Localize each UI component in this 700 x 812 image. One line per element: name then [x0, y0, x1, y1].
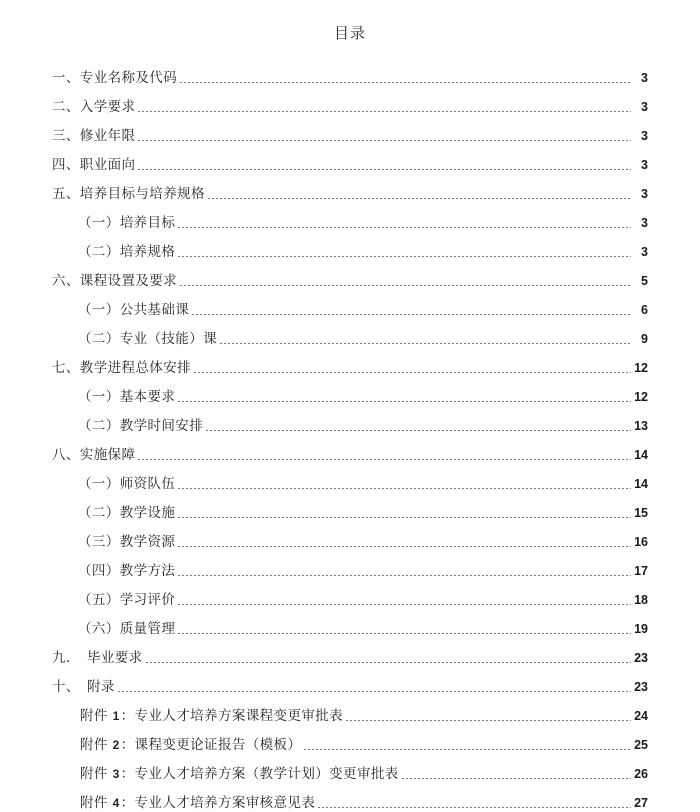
toc-entry[interactable] — [0, 638, 700, 667]
toc-entry[interactable] — [0, 290, 700, 319]
toc-page-number: 14 — [634, 448, 648, 462]
toc-entry-label: 三、修业年限 — [52, 128, 136, 143]
toc-entry[interactable] — [0, 783, 700, 812]
toc-page-number: 23 — [634, 680, 648, 694]
dot-leader — [178, 562, 631, 580]
toc-entry[interactable] — [0, 493, 700, 522]
dot-leader — [208, 185, 631, 203]
toc-page-number: 12 — [634, 361, 648, 375]
toc-entry-label: 六、课程设置及要求 — [52, 273, 178, 288]
toc-entry[interactable] — [0, 667, 700, 696]
toc-entry-label: （一）师资队伍 — [78, 476, 176, 491]
dot-leader — [138, 127, 631, 145]
toc-entry[interactable] — [0, 203, 700, 232]
toc-entry[interactable] — [0, 435, 700, 464]
toc-page-number: 17 — [634, 564, 648, 578]
dot-leader — [178, 243, 631, 261]
dot-leader — [194, 359, 631, 377]
toc-entry[interactable] — [0, 377, 700, 406]
toc-page-number: 18 — [634, 593, 648, 607]
toc-page-number: 3 — [641, 158, 648, 172]
dot-leader — [178, 214, 631, 232]
toc-entry[interactable] — [0, 174, 700, 203]
toc-page-number: 9 — [641, 332, 648, 346]
toc-page-number: 5 — [641, 274, 648, 288]
toc-entry-label: 四、职业面向 — [52, 157, 136, 172]
dot-leader — [146, 649, 631, 667]
dot-leader — [138, 98, 631, 116]
toc-entry[interactable] — [0, 551, 700, 580]
dot-leader — [178, 620, 631, 638]
dot-leader — [138, 446, 631, 464]
dot-leader — [178, 591, 631, 609]
toc-page-number: 13 — [634, 419, 648, 433]
toc-entry-label: （四）教学方法 — [78, 563, 176, 578]
toc-entry[interactable] — [0, 754, 700, 783]
dot-leader — [118, 678, 631, 696]
toc-entry-label: （一）基本要求 — [78, 389, 176, 404]
toc-entry[interactable] — [0, 580, 700, 609]
toc-entry-label: 一、专业名称及代码 — [52, 70, 178, 85]
toc-page-number: 15 — [634, 506, 648, 520]
dot-leader — [178, 475, 631, 493]
toc-entry-label: 附件 2：课程变更论证报告（模板） — [80, 737, 302, 752]
toc-page-number: 24 — [634, 709, 648, 723]
dot-leader — [402, 765, 631, 783]
dot-leader — [178, 388, 631, 406]
dot-leader — [206, 417, 631, 435]
toc-page-number: 14 — [634, 477, 648, 491]
toc-entry-label: 五、培养目标与培养规格 — [52, 186, 205, 201]
toc-page-number: 12 — [634, 390, 648, 404]
toc-entry-label: （五）学习评价 — [78, 592, 176, 607]
toc-entry[interactable] — [0, 609, 700, 638]
toc-entry-label: 附件 1：专业人才培养方案课程变更审批表 — [80, 708, 344, 723]
toc-page-number: 3 — [641, 71, 648, 85]
toc-page-number: 19 — [634, 622, 648, 636]
toc-entry[interactable] — [0, 145, 700, 174]
toc-entry-label: 七、教学进程总体安排 — [52, 360, 191, 375]
toc-page-number: 25 — [634, 738, 648, 752]
toc-entry-label: （六）质量管理 — [78, 621, 176, 636]
toc-entry-label: 附件 4：专业人才培养方案审核意见表 — [80, 795, 316, 810]
toc-entry-label: （二）教学设施 — [78, 505, 176, 520]
toc-entry-label: （二）培养规格 — [78, 244, 176, 259]
toc-page-number: 16 — [634, 535, 648, 549]
toc-entry[interactable] — [0, 232, 700, 261]
toc-entry[interactable] — [0, 261, 700, 290]
toc-entry[interactable] — [0, 725, 700, 754]
toc-entry-label: 十、 附录 — [52, 679, 115, 694]
dot-leader — [180, 272, 631, 290]
toc-entry-label: （二）教学时间安排 — [78, 418, 204, 433]
dot-leader — [180, 69, 631, 87]
toc-entry-label: 八、实施保障 — [52, 447, 136, 462]
toc-entry-label: 附件 3：专业人才培养方案（教学计划）变更审批表 — [80, 766, 399, 781]
toc-entry-label: （三）教学资源 — [78, 534, 176, 549]
toc-entry-label: （一）培养目标 — [78, 215, 176, 230]
toc-entry[interactable] — [0, 696, 700, 725]
toc-page-number: 3 — [641, 187, 648, 201]
toc-entry[interactable] — [0, 464, 700, 493]
toc-entry[interactable] — [0, 116, 700, 145]
toc-entry[interactable] — [0, 319, 700, 348]
toc-entry[interactable] — [0, 58, 700, 87]
dot-leader — [346, 707, 631, 725]
toc-entry-label: 九． 毕业要求 — [52, 650, 143, 665]
dot-leader — [192, 301, 631, 319]
dot-leader — [138, 156, 631, 174]
toc-entry-label: （二）专业（技能）课 — [78, 331, 217, 346]
dot-leader — [318, 794, 631, 812]
toc-entry[interactable] — [0, 87, 700, 116]
toc-entry[interactable] — [0, 522, 700, 551]
toc-page-number: 3 — [641, 129, 648, 143]
page-title: 目录 — [333, 26, 366, 42]
toc-page-number: 3 — [641, 245, 648, 259]
toc-page-number: 23 — [634, 651, 648, 665]
toc-page-number: 3 — [641, 216, 648, 230]
dot-leader — [304, 736, 631, 754]
toc-entry[interactable] — [0, 348, 700, 377]
dot-leader — [220, 330, 631, 348]
toc-page-number: 27 — [634, 796, 648, 810]
toc-page-number: 6 — [641, 303, 648, 317]
toc-entry-label: 二、入学要求 — [52, 99, 136, 114]
toc-entry[interactable] — [0, 406, 700, 435]
toc-page-number: 26 — [634, 767, 648, 781]
toc-entry-label: （一）公共基础课 — [78, 302, 190, 317]
dot-leader — [178, 533, 631, 551]
table-of-contents — [0, 58, 700, 812]
dot-leader — [178, 504, 631, 522]
toc-page-number: 3 — [641, 100, 648, 114]
